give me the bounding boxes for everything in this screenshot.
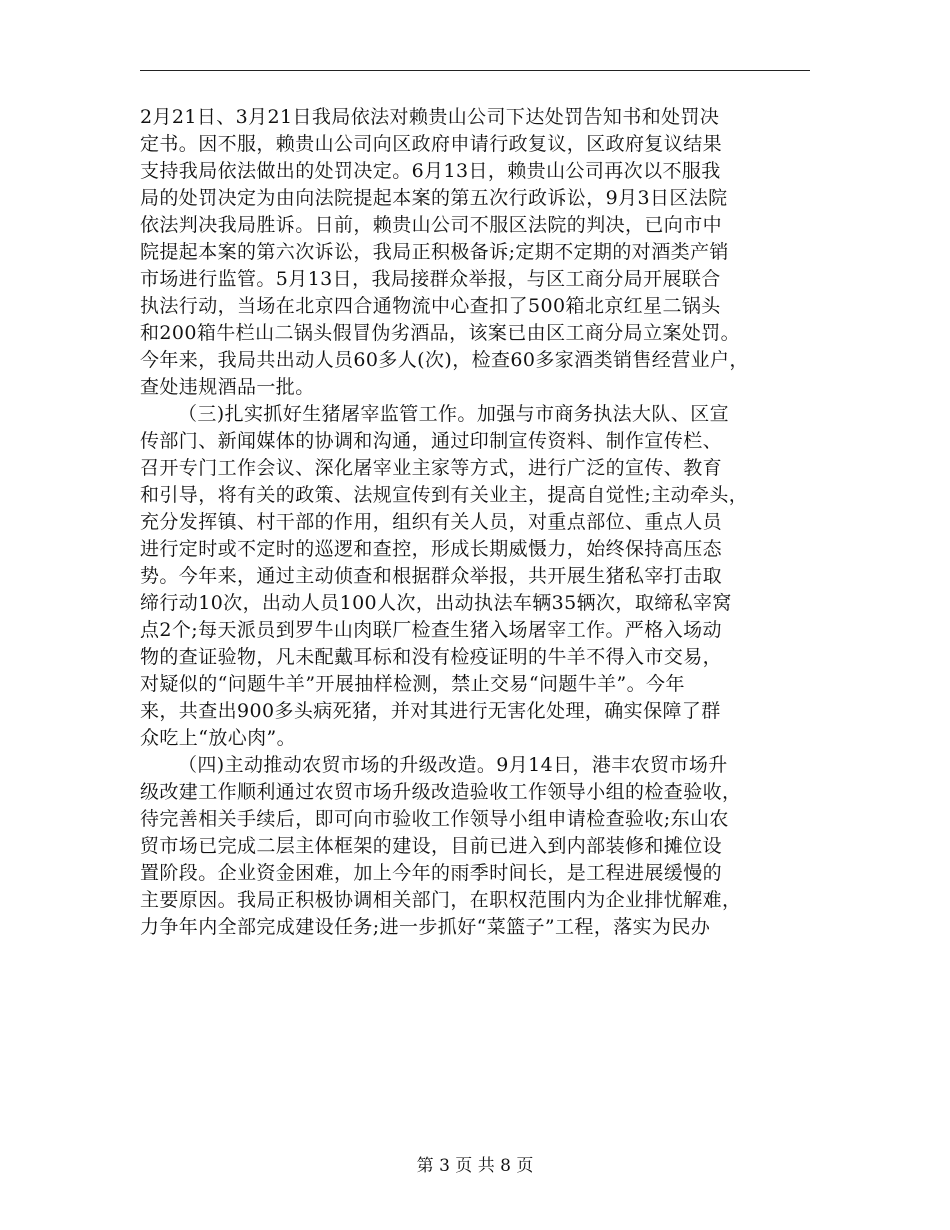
text-line: 缔行动10次，出动人员100人次，出动执法车辆35辆次，取缔私宰窝 <box>140 592 732 614</box>
text-line: 来，共查出900多头病死猪，并对其进行无害化处理，确实保障了群 <box>140 700 721 722</box>
text-line: 查处违规酒品一批。 <box>140 376 315 398</box>
text-line: 物的查证验物，凡未配戴耳标和没有检疫证明的牛羊不得入市交易， <box>140 646 723 668</box>
text-line: 和引导，将有关的政策、法规宣传到有关业主，提高自觉性;主动牵头， <box>140 484 749 506</box>
text-line: 待完善相关手续后，即可向市验收工作领导小组申请检查验收;东山农 <box>140 808 729 830</box>
text-line: 级改建工作顺利通过农贸市场升级改造验收工作领导小组的检查验收， <box>140 781 742 803</box>
text-line: 今年来，我局共出动人员60多人(次)，检查60多家酒类销售经营业户， <box>140 349 749 371</box>
text-line: 传部门、新闻媒体的协调和沟通，通过印制宣传资料、制作宣传栏、 <box>140 430 723 452</box>
text-line: 进行定时或不定时的巡逻和查控，形成长期威慑力，始终保持高压态 <box>140 538 723 560</box>
text-line: 势。今年来，通过主动侦查和根据群众举报，共开展生猪私宰打击取 <box>140 565 723 587</box>
text-line: 院提起本案的第六次诉讼，我局正积极备诉;定期不定期的对酒类产销 <box>140 241 729 263</box>
text-line: 市场进行监管。5月13日，我局接群众举报，与区工商分局开展联合 <box>140 268 721 290</box>
text-line: 2月21日、3月21日我局依法对赖贵山公司下达处罚告知书和处罚决 <box>140 106 720 128</box>
text-line: 依法判决我局胜诉。日前，赖贵山公司不服区法院的判决，已向市中 <box>140 214 723 236</box>
text-line: 对疑似的“问题牛羊”开展抽样检测，禁止交易“问题牛羊”。今年 <box>140 673 685 695</box>
page-number: 第 3 页 共 8 页 <box>416 1156 534 1176</box>
text-line: 点2个;每天派员到罗牛山肉联厂检查生猪入场屠宰工作。严格入场动 <box>140 619 722 641</box>
text-line: 置阶段。企业资金困难，加上今年的雨季时间长，是工程进展缓慢的 <box>140 862 723 884</box>
text-line: 和200箱牛栏山二锅头假冒伪劣酒品，该案已由区工商分局立案处罚。 <box>140 322 741 344</box>
document-body <box>140 104 830 941</box>
paragraph-start-line: （四)主动推动农贸市场的升级改造。9月14日，港丰农贸市场升 <box>178 754 728 776</box>
paragraph-start-line: （三)扎实抓好生猪屠宰监管工作。加强与市商务执法大队、区宣 <box>178 403 730 425</box>
text-line: 充分发挥镇、村干部的作用，组织有关人员，对重点部位、重点人员 <box>140 511 723 533</box>
text-line: 定书。因不服，赖贵山公司向区政府申请行政复议，区政府复议结果 <box>140 133 723 155</box>
text-line: 贸市场已完成二层主体框架的建设，目前已进入到内部装修和摊位设 <box>140 835 723 857</box>
text-line: 力争年内全部完成建设任务;进一步抓好“菜篮子”工程，落实为民办 <box>140 916 711 938</box>
text-line: 执法行动，当场在北京四合通物流中心查扣了500箱北京红星二锅头 <box>140 295 721 317</box>
text-line: 众吃上“放心肉”。 <box>140 727 297 749</box>
text-line: 召开专门工作会议、深化屠宰业主家等方式，进行广泛的宣传、教育 <box>140 457 723 479</box>
text-line: 主要原因。我局正积极协调相关部门，在职权范围内为企业排忧解难， <box>140 889 742 911</box>
header-rule <box>140 70 810 71</box>
text-line: 支持我局依法做出的处罚决定。6月13日，赖贵山公司再次以不服我 <box>140 160 721 182</box>
text-line: 局的处罚决定为由向法院提起本案的第五次行政诉讼，9月3日区法院 <box>140 187 728 209</box>
